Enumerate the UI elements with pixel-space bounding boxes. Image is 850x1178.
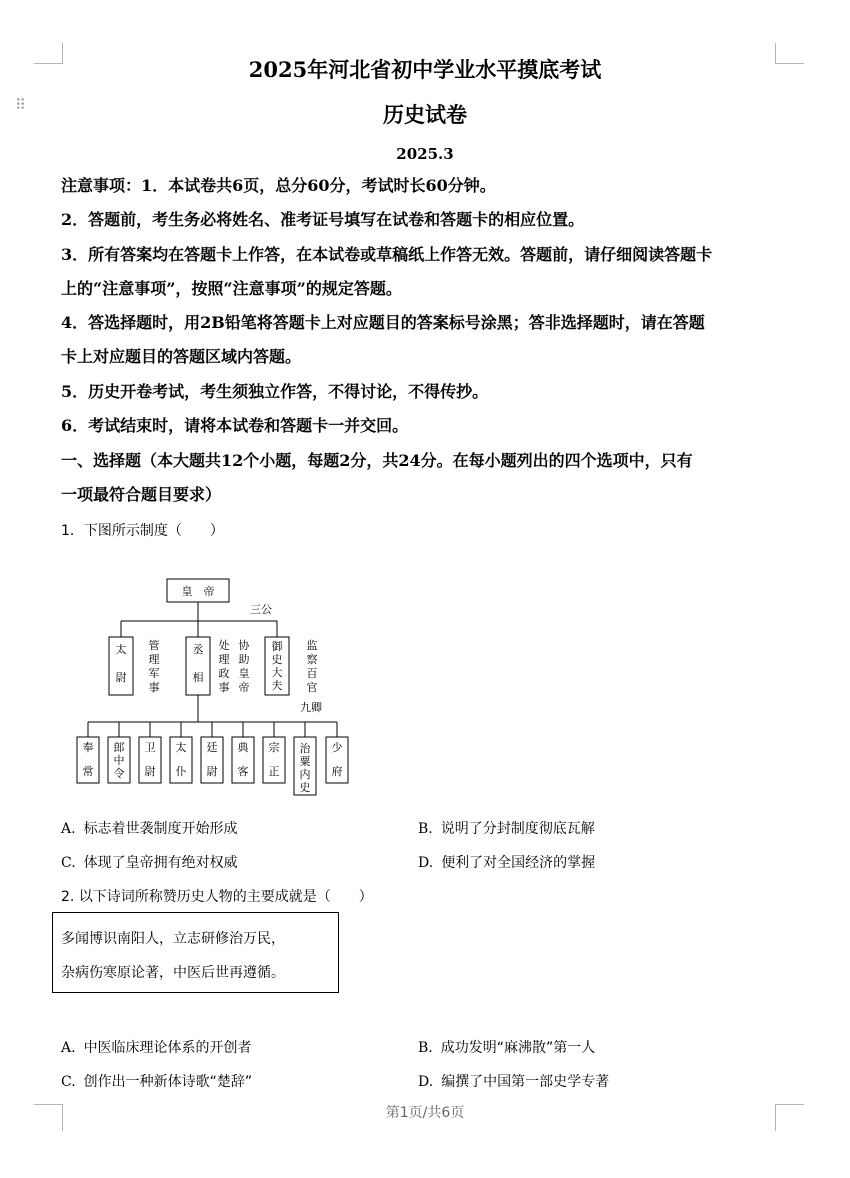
option-b[interactable]: B. 成功发明“麻沸散”第一人 [418, 1040, 596, 1056]
note-line: 注意事项：1．本试卷共6页，总分60分，考试时长60分钟。 [61, 176, 496, 195]
note-line: 4．答选择题时，用2B铅笔将答题卡上对应题目的答案标号涂黑；答非选择题时，请在答题 [61, 313, 705, 332]
minister-title: 太仆 [175, 741, 187, 778]
qin-bureaucracy-diagram [60, 575, 360, 800]
poem-line: 杂病伤寒原论著，中医后世再遵循。 [61, 965, 285, 981]
officer-duty: 监察百官 [306, 639, 318, 694]
minister-title: 廷尉 [206, 741, 218, 778]
poem-line: 多闻博识南阳人，立志研修治万民， [61, 931, 285, 947]
exam-title: 2025年河北省初中学业水平摸底考试 [248, 57, 602, 82]
note-line: 卡上对应题目的答题区域内答题。 [61, 347, 302, 366]
exam-date: 2025.3 [396, 145, 454, 163]
option-b[interactable]: B. 说明了分封制度彻底瓦解 [418, 821, 595, 837]
note-line: 6．考试结束时，请将本试卷和答题卡一并交回。 [61, 416, 409, 435]
emperor-label: 皇 帝 [181, 585, 215, 598]
option-a[interactable]: A. 标志着世袭制度开始形成 [61, 821, 238, 837]
officer-title: 御史大夫 [271, 640, 283, 692]
note-line: 5．历史开卷考试，考生须独立作答，不得讨论，不得传抄。 [61, 382, 489, 401]
jiuqing-label: 九卿 [300, 701, 322, 714]
exam-subtitle: 历史试卷 [383, 102, 467, 127]
option-a[interactable]: A. 中医临床理论体系的开创者 [61, 1040, 252, 1056]
note-line: 2．答题前，考生务必将姓名、准考证号填写在试卷和答题卡的相应位置。 [61, 210, 585, 229]
section-heading: 一项最符合题目要求） [61, 485, 222, 504]
minister-title: 奉常 [82, 741, 94, 778]
minister-title: 典客 [237, 741, 249, 778]
minister-title: 郎中令 [113, 741, 125, 780]
option-d[interactable]: D. 便利了对全国经济的掌握 [418, 855, 596, 871]
officer-title: 丞相 [192, 643, 204, 684]
officer-duty: 处理政事 [218, 639, 230, 694]
option-c[interactable]: C. 创作出一种新体诗歌“楚辞” [61, 1074, 253, 1090]
sangong-label: 三公 [250, 603, 272, 616]
minister-title: 少府 [331, 741, 343, 778]
minister-title: 治粟内史 [299, 742, 311, 794]
officer-duty: 管理军事 [148, 639, 160, 694]
page-footer: 第1页/共6页 [385, 1105, 465, 1121]
note-line: 上的“注意事项”，按照“注意事项”的规定答题。 [61, 279, 402, 298]
minister-title: 宗正 [268, 741, 280, 778]
officer-duty: 协助皇帝 [238, 639, 250, 694]
drag-handle-icon[interactable]: ⠿ [15, 96, 24, 114]
minister-title: 卫尉 [144, 741, 156, 778]
poem-box [52, 912, 339, 993]
option-c[interactable]: C. 体现了皇帝拥有绝对权威 [61, 855, 238, 871]
option-d[interactable]: D. 编撰了中国第一部史学专著 [418, 1074, 610, 1090]
officer-title: 太尉 [115, 643, 127, 684]
note-line: 3．所有答案均在答题卡上作答，在本试卷或草稿纸上作答无效。答题前，请仔细阅读答题卡 [61, 245, 713, 264]
question-stem: 2. 以下诗词所称赞历史人物的主要成就是（ ） [61, 889, 373, 905]
question-stem: 1．下图所示制度（ ） [61, 523, 224, 539]
section-heading: 一、选择题（本大题共12个小题，每题2分，共24分。在每小题列出的四个选项中，只有 [61, 451, 693, 470]
